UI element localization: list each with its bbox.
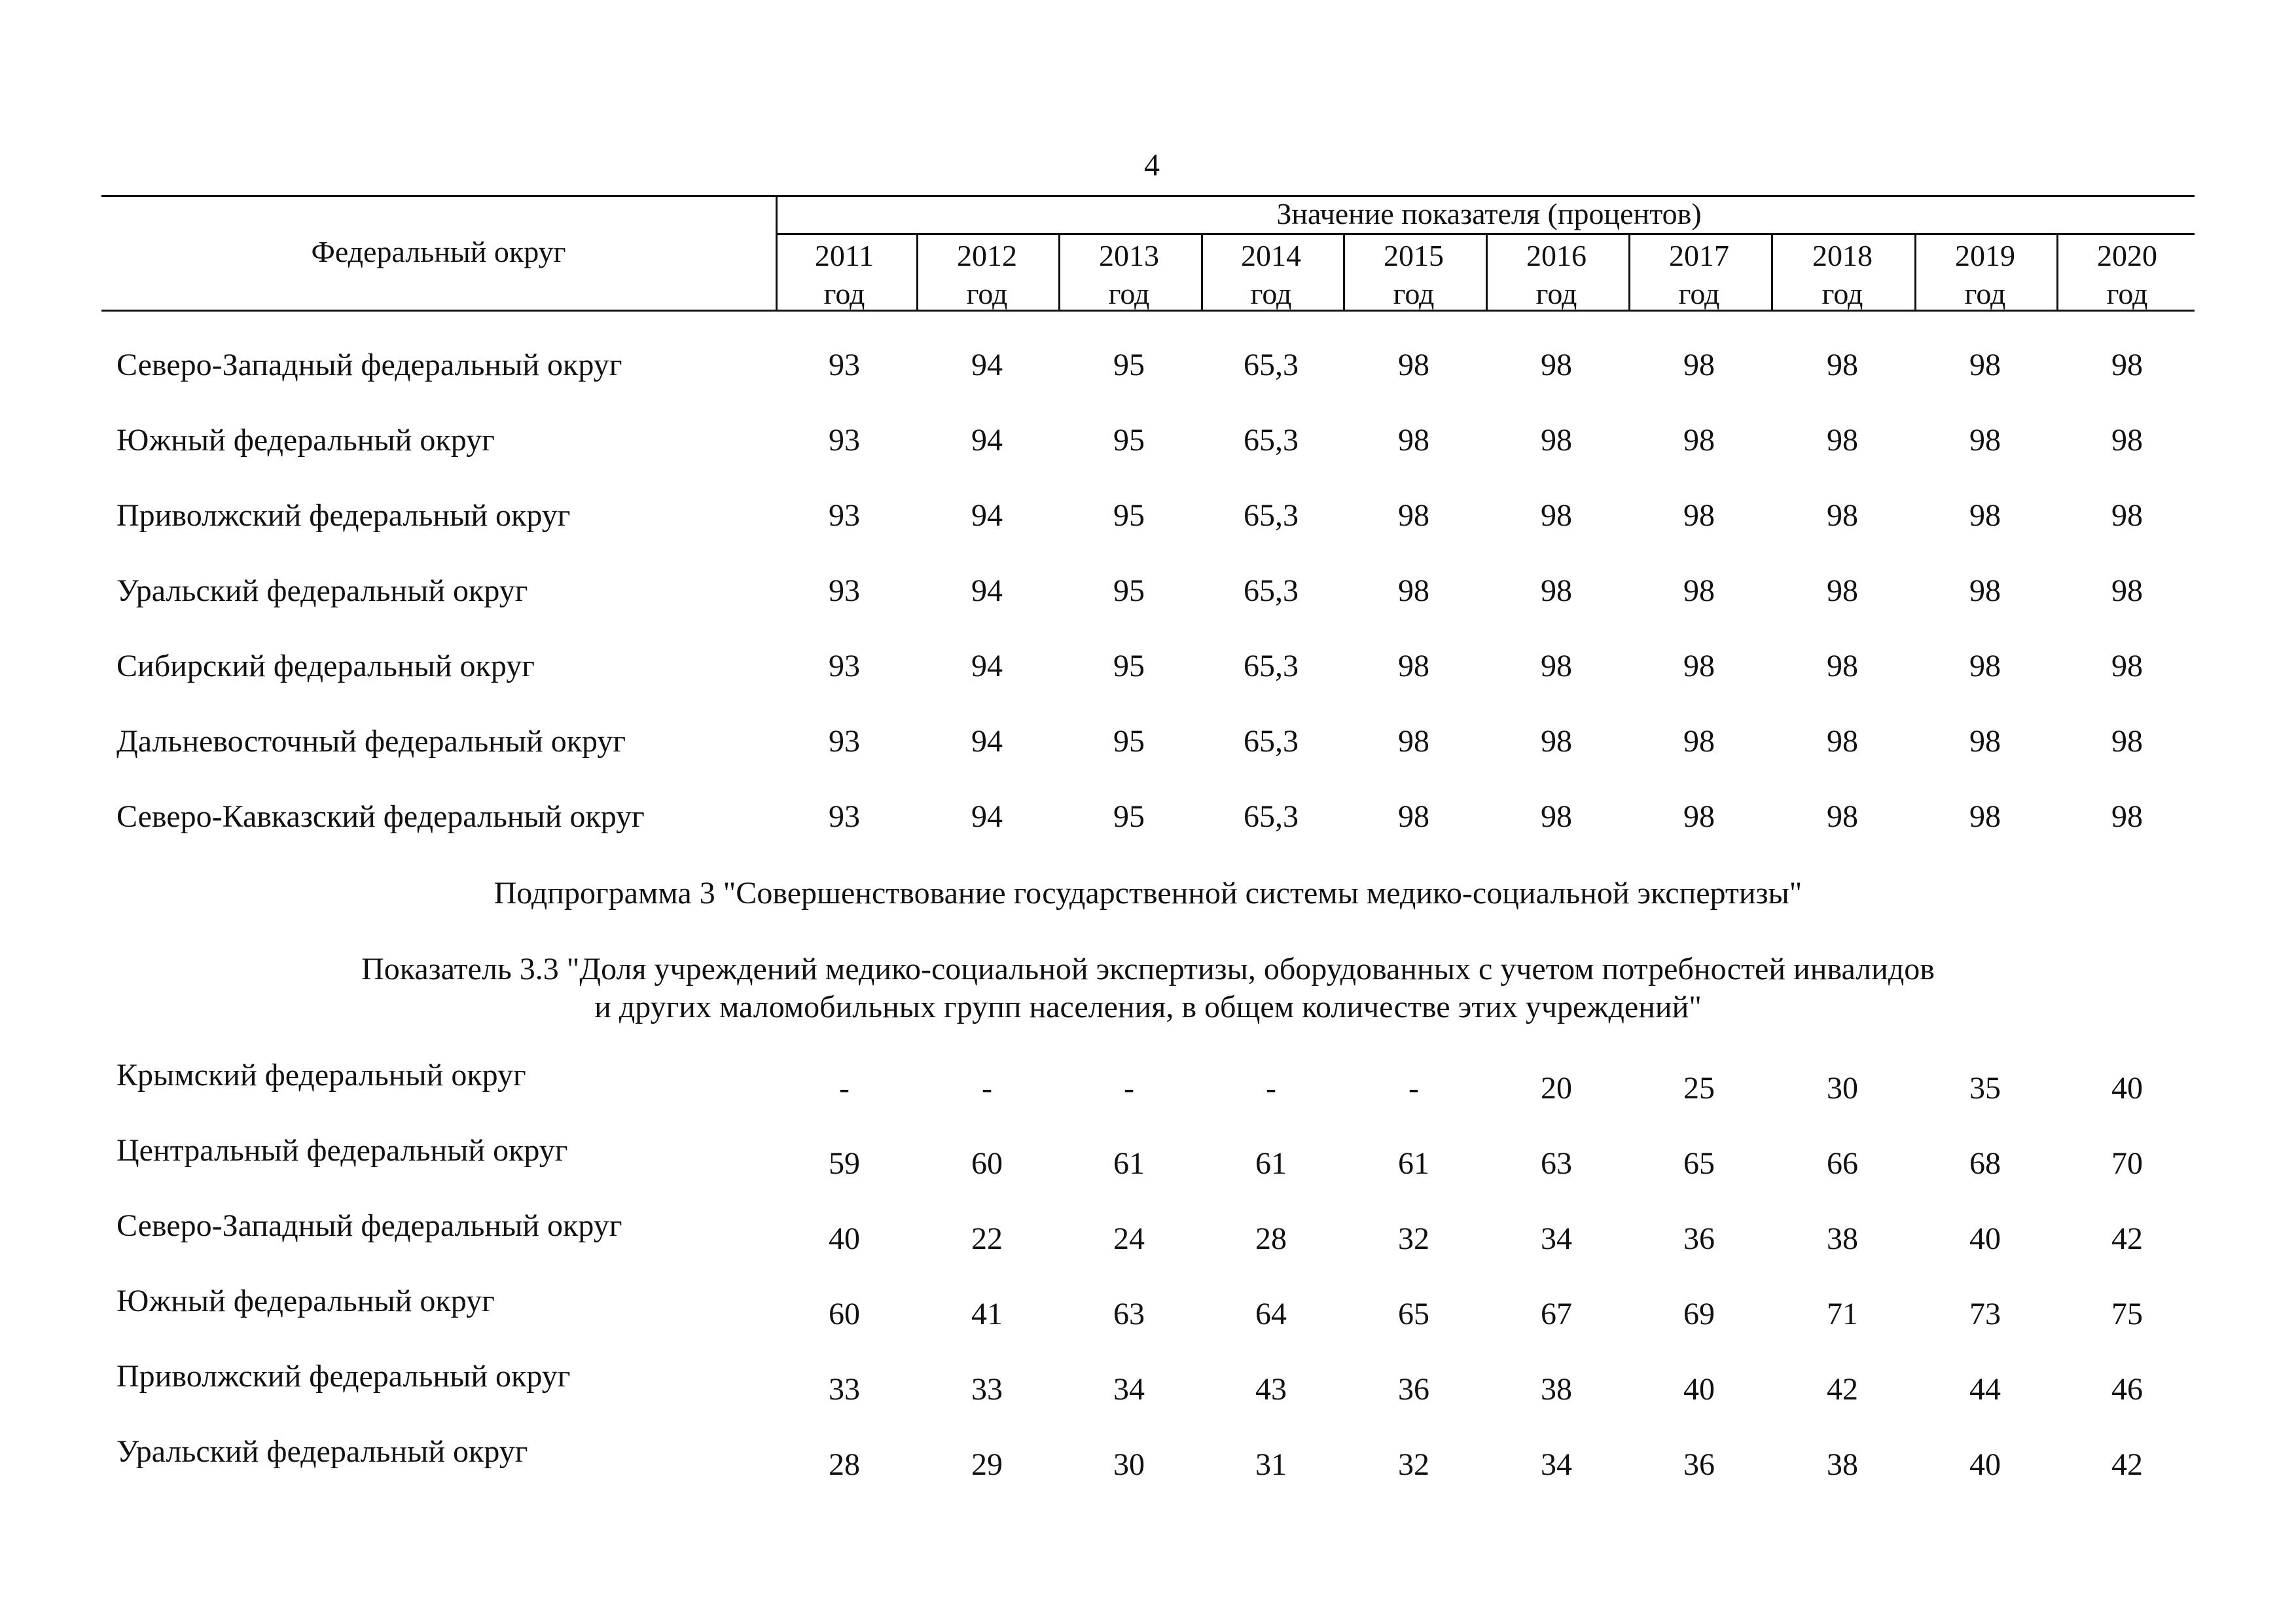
value-cell: 28 [1255,1221,1287,1256]
year-header-number: 2015 [1384,239,1444,272]
value-cell: 28 [829,1447,860,1482]
value-cell: 25 [1683,1071,1715,1106]
value-cell: 93 [829,423,860,458]
value-cell: 46 [2111,1372,2143,1407]
value-cell: 36 [1683,1447,1715,1482]
value-cell: 38 [1827,1447,1858,1482]
table-row [0,723,2296,763]
value-cell: 67 [1541,1297,1572,1331]
value-cell: 98 [1969,348,2001,382]
value-cell: 30 [1113,1447,1145,1482]
value-cell: 63 [1113,1297,1145,1331]
value-cell: 36 [1683,1221,1715,1256]
value-cell: 34 [1541,1221,1572,1256]
value-cell: 61 [1113,1146,1145,1181]
value-cell: 94 [971,423,1003,458]
value-cell: 98 [1683,573,1715,608]
value-cell: 98 [2111,649,2143,683]
value-cell: 98 [1398,724,1429,759]
district-name: Северо-Кавказский федеральный округ [117,799,645,834]
value-cell: 98 [1398,649,1429,683]
table-row [0,573,2296,612]
year-header [774,237,915,313]
year-column-divider [1343,233,1345,312]
value-cell: 68 [1969,1146,2001,1181]
value-cell: 24 [1113,1221,1145,1256]
value-cell: 32 [1398,1447,1429,1482]
indicator-title-line2: и других маломобильных групп населения, в общем количестве этих учреждений" [594,990,1702,1024]
year-header-number: 2018 [1812,239,1873,272]
year-header-suffix: год [2106,277,2148,310]
value-cell: 44 [1969,1372,2001,1407]
year-header [1200,237,1342,313]
table-row [0,1208,2296,1256]
year-header-suffix: год [1964,277,2006,310]
value-cell: - [1408,1071,1419,1106]
value-cell: 98 [1827,498,1858,533]
value-cell: 98 [1969,799,2001,834]
value-cell: 98 [1541,724,1572,759]
value-cell: 65,3 [1244,799,1299,834]
year-column-divider [1628,233,1630,312]
year-header-number: 2020 [2097,239,2157,272]
value-cell: 41 [971,1297,1003,1331]
value-cell: 30 [1827,1071,1858,1106]
district-name: Северо-Западный федеральный округ [117,348,622,382]
value-cell: 65,3 [1244,348,1299,382]
value-cell: 94 [971,724,1003,759]
year-header-suffix: год [1678,277,1720,310]
table-row [0,347,2296,386]
subprogram-title: Подпрограмма 3 "Совершенствование государственной системы медико-социальной экспертизы" [493,876,1803,911]
value-cell: 98 [1827,649,1858,683]
value-cell: 98 [2111,348,2143,382]
year-header-suffix: год [1535,277,1577,310]
page-number: 4 [1144,148,1160,183]
year-column-divider [1486,233,1488,312]
value-cell: 98 [1398,799,1429,834]
year-header-number: 2013 [1099,239,1159,272]
value-header-rule [776,233,2195,235]
value-cell: 33 [971,1372,1003,1407]
value-cell: 98 [1683,724,1715,759]
value-cell: 94 [971,573,1003,608]
year-header-number: 2014 [1241,239,1301,272]
value-cell: - [982,1071,992,1106]
value-cell: 98 [1827,348,1858,382]
year-column-divider [916,233,918,312]
value-cell: 98 [2111,423,2143,458]
district-name: Крымский федеральный округ [117,1058,526,1092]
district-name: Северо-Западный федеральный округ [117,1208,622,1243]
year-header-suffix: год [1821,277,1863,310]
value-cell: 95 [1113,348,1145,382]
value-cell: 98 [1398,498,1429,533]
value-cell: 98 [1969,423,2001,458]
year-header-suffix: год [1393,277,1435,310]
value-cell: 65,3 [1244,498,1299,533]
value-cell: 93 [829,498,860,533]
value-cell: 22 [971,1221,1003,1256]
value-cell: 43 [1255,1372,1287,1407]
value-cell: 93 [829,348,860,382]
value-column-header: Значение показателя (процентов) [1276,197,1702,230]
value-cell: 98 [1683,348,1715,382]
value-cell: - [1124,1071,1134,1106]
value-cell: 98 [1827,423,1858,458]
value-cell: - [839,1071,850,1106]
value-cell: 40 [2111,1071,2143,1106]
value-cell: 98 [1541,348,1572,382]
value-cell: 98 [1398,573,1429,608]
table-row [0,1057,2296,1106]
value-cell: 70 [2111,1146,2143,1181]
district-name: Южный федеральный округ [117,423,495,458]
value-cell: 60 [829,1297,860,1331]
value-cell: 38 [1541,1372,1572,1407]
table-row [0,648,2296,687]
value-cell: 63 [1541,1146,1572,1181]
district-name: Дальневосточный федеральный округ [117,724,626,759]
value-cell: 98 [1827,573,1858,608]
value-cell: 98 [1827,799,1858,834]
district-column-header: Федеральный округ [311,235,566,268]
table-row [0,1358,2296,1407]
value-cell: 98 [1969,498,2001,533]
value-cell: 98 [1541,498,1572,533]
value-cell: 98 [2111,498,2143,533]
value-cell: 93 [829,573,860,608]
year-header [1772,237,1913,313]
value-cell: 95 [1113,724,1145,759]
table-row [0,1132,2296,1181]
year-header-suffix: год [823,277,865,310]
value-cell: 38 [1827,1221,1858,1256]
value-cell: 66 [1827,1146,1858,1181]
value-cell: 98 [2111,573,2143,608]
table-row [0,1434,2296,1482]
value-cell: 98 [1683,423,1715,458]
year-column-divider [1914,233,1916,312]
value-cell: 65,3 [1244,573,1299,608]
value-cell: 94 [971,799,1003,834]
value-cell: 98 [1827,724,1858,759]
value-cell: 98 [1398,423,1429,458]
value-cell: 98 [1683,799,1715,834]
value-cell: 34 [1113,1372,1145,1407]
year-column-divider [2056,233,2058,312]
year-column-divider [1058,233,1060,312]
value-cell: 93 [829,649,860,683]
value-cell: 94 [971,348,1003,382]
year-column-divider [1201,233,1203,312]
table-row [0,497,2296,537]
value-cell: 98 [1398,348,1429,382]
district-name: Южный федеральный округ [117,1284,495,1318]
year-header [1486,237,1627,313]
value-cell: 98 [2111,724,2143,759]
value-cell: 98 [1541,573,1572,608]
value-cell: 95 [1113,799,1145,834]
value-cell: 33 [829,1372,860,1407]
value-cell: 35 [1969,1071,2001,1106]
year-header [1628,237,1770,313]
value-cell: 65,3 [1244,649,1299,683]
value-cell: 42 [2111,1221,2143,1256]
year-header [1914,237,2056,313]
table-row [0,422,2296,461]
year-header [916,237,1058,313]
value-cell: 98 [1969,724,2001,759]
value-cell: 64 [1255,1297,1287,1331]
district-name: Сибирский федеральный округ [117,649,535,683]
value-cell: - [1266,1071,1276,1106]
value-cell: 42 [2111,1447,2143,1482]
value-cell: 95 [1113,573,1145,608]
year-column-divider [1771,233,1773,312]
value-cell: 40 [1969,1447,2001,1482]
year-header-number: 2016 [1526,239,1587,272]
value-cell: 98 [1541,649,1572,683]
value-cell: 95 [1113,649,1145,683]
value-cell: 65,3 [1244,423,1299,458]
value-cell: 61 [1398,1146,1429,1181]
district-name: Центральный федеральный округ [117,1133,568,1168]
district-name: Приволжский федеральный округ [117,498,571,533]
value-cell: 95 [1113,498,1145,533]
value-cell: 29 [971,1447,1003,1482]
value-cell: 60 [971,1146,1003,1181]
year-header-number: 2012 [957,239,1017,272]
value-cell: 98 [1683,498,1715,533]
year-header-suffix: год [966,277,1008,310]
year-header-number: 2017 [1669,239,1729,272]
value-cell: 93 [829,724,860,759]
value-cell: 65 [1683,1146,1715,1181]
year-header [1343,237,1484,313]
value-cell: 65 [1398,1297,1429,1331]
value-cell: 42 [1827,1372,1858,1407]
table-row [0,799,2296,838]
value-cell: 59 [829,1146,860,1181]
district-name: Уральский федеральный округ [117,1434,528,1469]
value-cell: 98 [1541,423,1572,458]
value-cell: 94 [971,498,1003,533]
district-name: Уральский федеральный округ [117,573,528,608]
value-cell: 98 [1683,649,1715,683]
value-cell: 40 [1969,1221,2001,1256]
value-cell: 73 [1969,1297,2001,1331]
value-cell: 34 [1541,1447,1572,1482]
year-header [2056,237,2198,313]
value-cell: 75 [2111,1297,2143,1331]
value-cell: 65,3 [1244,724,1299,759]
value-cell: 40 [1683,1372,1715,1407]
value-cell: 94 [971,649,1003,683]
table-row [0,1283,2296,1331]
value-cell: 71 [1827,1297,1858,1331]
value-cell: 32 [1398,1221,1429,1256]
year-header-suffix: год [1108,277,1150,310]
value-cell: 93 [829,799,860,834]
value-cell: 36 [1398,1372,1429,1407]
value-cell: 40 [829,1221,860,1256]
value-cell: 98 [1969,573,2001,608]
value-cell: 20 [1541,1071,1572,1106]
year-header-number: 2019 [1955,239,2015,272]
value-cell: 95 [1113,423,1145,458]
year-header-suffix: год [1250,277,1292,310]
year-header-number: 2011 [814,239,874,272]
value-cell: 98 [2111,799,2143,834]
district-name: Приволжский федеральный округ [117,1359,571,1394]
year-header [1058,237,1200,313]
value-cell: 61 [1255,1146,1287,1181]
value-cell: 31 [1255,1447,1287,1482]
indicator-title-line1: Показатель 3.3 "Доля учреждений медико-социальной экспертизы, оборудованных с учетом потребностей инвалидов [361,952,1935,986]
value-cell: 69 [1683,1297,1715,1331]
value-cell: 98 [1969,649,2001,683]
value-cell: 98 [1541,799,1572,834]
